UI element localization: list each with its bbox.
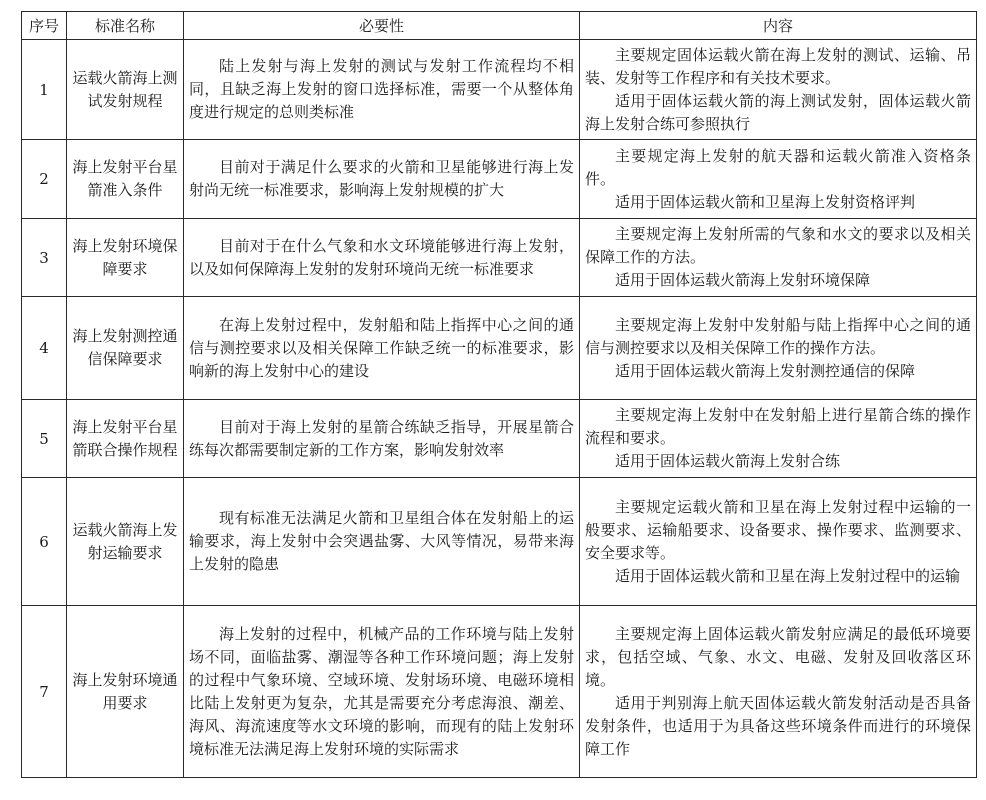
content-applicability: 适用于固体运载火箭海上发射合练 xyxy=(615,452,841,470)
header-no: 序号 xyxy=(22,12,67,40)
table-row xyxy=(22,606,977,778)
content-scope: 主要规定海上发射中发射船与陆上指挥中心之间的通信与测控要求以及相关保障工作的操作方法。 xyxy=(585,315,971,357)
necessity-cell xyxy=(184,140,580,219)
table-row xyxy=(22,297,977,400)
necessity-text: 海上发射的过程中，机械产品的工作环境与陆上发射场不同，面临盐雾、潮湿等各种工作环境问题；海上发射的过程中气象环境、空域环境、发射场环境、电磁环境相比陆上发射更为复杂，尤其是需要充分考虑海浪、潮差、海风、海流速度等水文环境的影响，而现有的陆上发射环境标准无法满足海上发射环境的实际需求 xyxy=(189,624,574,758)
content-scope: 主要规定固体运载火箭在海上发射的测试、运输、吊装、发射等工作程序和有关技术要求。 xyxy=(585,45,971,87)
header-content: 内容 xyxy=(580,12,977,40)
row-number: 7 xyxy=(22,606,67,778)
row-number: 4 xyxy=(22,297,67,400)
table-row xyxy=(22,219,977,297)
content-cell xyxy=(580,400,977,478)
row-number: 1 xyxy=(22,40,67,140)
standard-name: 海上发射平台星箭联合操作规程 xyxy=(67,400,184,478)
content-applicability: 适用于固体运载火箭和卫星在海上发射过程中的运输 xyxy=(615,566,961,585)
necessity-text: 现有标准无法满足火箭和卫星组合体在发射船上的运输要求，海上发射中会突遇盐雾、大风等情况，易带来海上发射的隐患 xyxy=(189,509,574,573)
row-number: 2 xyxy=(22,140,67,219)
standard-name: 海上发射测控通信保障要求 xyxy=(67,297,184,400)
standard-name: 运载火箭海上发射运输要求 xyxy=(67,478,184,606)
standard-name: 海上发射环境通用要求 xyxy=(67,606,184,778)
content-applicability: 适用于判别海上航天固体运载火箭发射活动是否具备发射条件，也适用于为具备这些环境条件而进行的环境保障工作 xyxy=(585,693,971,758)
content-cell xyxy=(580,297,977,400)
standard-name: 运载火箭海上测试发射规程 xyxy=(67,40,184,140)
content-scope: 主要规定运载火箭和卫星在海上发射过程中运输的一般要求、运输船要求、设备要求、操作要求、监测要求、安全要求等。 xyxy=(585,497,971,562)
necessity-text: 目前对于满足什么要求的火箭和卫星能够进行海上发射尚无统一标准要求，影响海上发射规模的扩大 xyxy=(189,158,574,199)
content-cell xyxy=(580,40,977,140)
necessity-text: 目前对于海上发射的星箭合练缺乏指导，开展星箭合练每次都需要制定新的工作方案，影响发射效率 xyxy=(189,417,574,459)
content-scope: 主要规定海上发射的航天器和运载火箭准入资格条件。 xyxy=(585,146,971,188)
table-row xyxy=(22,140,977,219)
necessity-text: 陆上发射与海上发射的测试与发射工作流程均不相同，且缺乏海上发射的窗口选择标准，需要一个从整体角度进行规定的总则类标准 xyxy=(189,57,574,121)
necessity-cell xyxy=(184,40,580,140)
row-number: 3 xyxy=(22,219,67,297)
standard-name: 海上发射环境保障要求 xyxy=(67,219,184,297)
table-row xyxy=(22,40,977,140)
header-name: 标准名称 xyxy=(67,12,184,40)
content-applicability: 适用于固体运载火箭和卫星海上发射资格评判 xyxy=(615,192,916,211)
standards-table xyxy=(21,11,977,778)
content-cell xyxy=(580,606,977,778)
content-cell xyxy=(580,219,977,297)
row-number: 5 xyxy=(22,400,67,478)
table-row xyxy=(22,400,977,478)
row-number: 6 xyxy=(22,478,67,606)
content-applicability: 适用于固体运载火箭海上发射测控通信的保障 xyxy=(615,361,916,380)
necessity-cell xyxy=(184,297,580,400)
necessity-cell xyxy=(184,478,580,606)
content-scope: 主要规定海上发射所需的气象和水文的要求以及相关保障工作的方法。 xyxy=(585,225,971,266)
standard-name: 海上发射平台星箭准入条件 xyxy=(67,140,184,219)
necessity-cell xyxy=(184,400,580,478)
content-scope: 主要规定海上发射中在发射船上进行星箭合练的操作流程和要求。 xyxy=(585,406,971,447)
necessity-cell xyxy=(184,606,580,778)
content-cell xyxy=(580,140,977,219)
table-header-row xyxy=(22,12,977,40)
content-applicability: 适用于固体运载火箭海上发射环境保障 xyxy=(615,271,871,289)
content-applicability: 适用于固体运载火箭的海上测试发射，固体运载火箭海上发射合练可参照执行 xyxy=(585,91,971,133)
necessity-text: 在海上发射过程中，发射船和陆上指挥中心之间的通信与测控要求以及相关保障工作缺乏统一的标准要求，影响新的海上发射中心的建设 xyxy=(189,315,574,380)
content-scope: 主要规定海上固体运载火箭发射应满足的最低环境要求，包括空域、气象、水文、电磁、发射及回收落区环境。 xyxy=(585,624,971,689)
header-necessity: 必要性 xyxy=(184,12,580,40)
table-row xyxy=(22,478,977,606)
necessity-cell xyxy=(184,219,580,297)
necessity-text: 目前对于在什么气象和水文环境能够进行海上发射，以及如何保障海上发射的发射环境尚无统一标准要求 xyxy=(189,236,574,278)
content-cell xyxy=(580,478,977,606)
